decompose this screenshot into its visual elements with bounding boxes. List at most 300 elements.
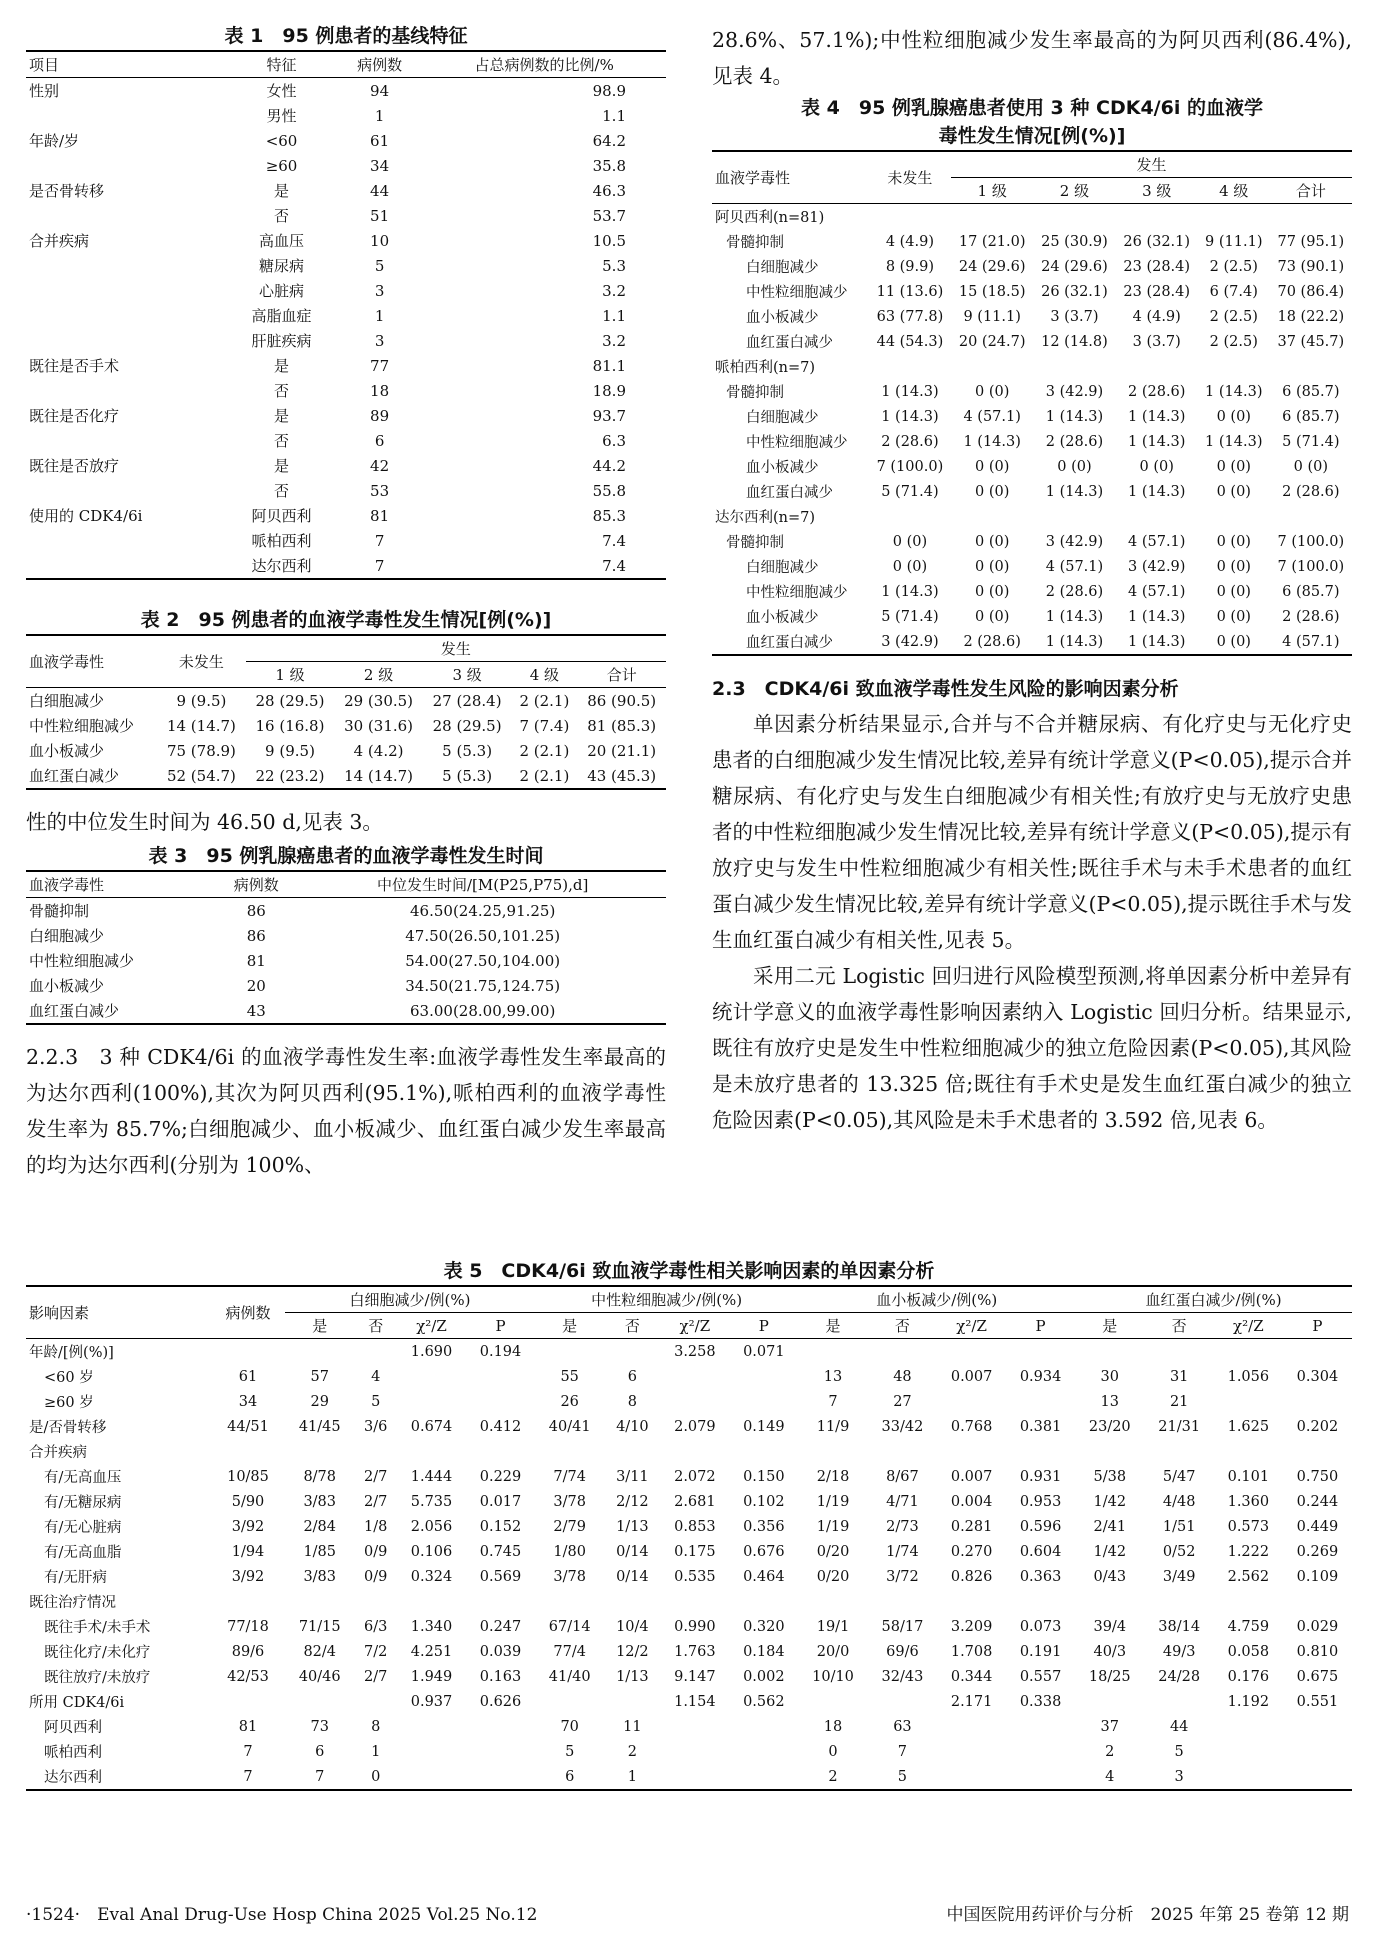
t1-cell: 64.2 — [592, 131, 626, 150]
t1-cell: 55.8 — [592, 481, 626, 500]
t5-sub-header: 是 — [1102, 1317, 1118, 1335]
t4-cell: 1 (14.3) — [1045, 633, 1104, 650]
t5-cell: 有/无心脏病 — [44, 1520, 122, 1536]
t1-cell: 女性 — [266, 82, 297, 100]
t5-cell: 10/85 — [227, 1468, 269, 1485]
t1-cell: 93.7 — [592, 406, 626, 425]
t5-cell: 70 — [560, 1718, 579, 1735]
t5-cell — [729, 1764, 798, 1790]
t1-cell: 44.2 — [592, 456, 626, 475]
t2-row — [26, 713, 666, 738]
t4-cell: 4 (4.9) — [885, 233, 935, 250]
t5-cell — [604, 1589, 660, 1614]
t1-row — [26, 103, 666, 128]
t5-cell — [1144, 1689, 1213, 1714]
t3-cell: 86 — [246, 901, 266, 920]
t5-group-header: 白细胞减少/例(%) — [285, 1286, 535, 1313]
t2-cell: 86 (90.5) — [587, 691, 657, 710]
t5-cell: 0.176 — [1227, 1668, 1270, 1685]
t4-row — [712, 254, 1352, 279]
t4-cell: 0 (0) — [1216, 558, 1251, 575]
t4-cell: 0 (0) — [1057, 458, 1092, 475]
t4-cell: 1 (14.3) — [1128, 408, 1186, 425]
t5-cell — [937, 1589, 1006, 1614]
t5-cell: 0.596 — [1019, 1518, 1062, 1535]
t5-cell: 4.759 — [1227, 1618, 1270, 1635]
t4-cell: 0 (0) — [1216, 608, 1251, 625]
t5-cell: 1/19 — [816, 1493, 850, 1510]
t5-cell: 0.573 — [1227, 1518, 1270, 1535]
t5-cell: 1 — [627, 1768, 637, 1785]
t1-cell — [26, 303, 226, 328]
t1-cell: 35.8 — [592, 156, 626, 175]
t5-cell — [466, 1764, 535, 1790]
table1 — [26, 50, 666, 580]
t5-cell — [1144, 1339, 1213, 1365]
t2-cell: 血红蛋白减少 — [29, 767, 120, 785]
t4-grade-header: 3 级 — [1142, 182, 1172, 200]
t1-cell: 34 — [370, 156, 390, 175]
t3-cell: 血小板减少 — [29, 977, 105, 995]
t5-cell — [1144, 1439, 1213, 1464]
t5-group-header: 血红蛋白减少/例(%) — [1075, 1286, 1352, 1313]
t1-cell: 3.2 — [602, 281, 626, 300]
section-2-3-para2: 采用二元 Logistic 回归进行风险模型预测,将单因素分析中差异有统计学意义的血液学毒性影响因素纳入 Logistic 回归分析。结果显示,既往有放疗史是发生中性粒细胞减少的独立危险因素(P<0.05),其风险是未放疗患者的 13.325 倍;既往有手术史是发生血红蛋白减少的独立危险因素(P<0.05),其风险是未手术患者的 3.592 倍,见表 6。 — [712, 964, 1352, 1132]
t5-cell: 0 — [828, 1743, 838, 1760]
t5-cell: 0.149 — [743, 1418, 785, 1435]
t5-cell: 0.810 — [1296, 1643, 1339, 1660]
t5-row — [26, 1464, 1352, 1489]
t4-cell: 77 (95.1) — [1277, 233, 1345, 250]
table4-caption-line2: 毒性发生情况[例(%)] — [938, 125, 1126, 147]
table4 — [712, 150, 1352, 656]
t5-cell: 2.072 — [674, 1468, 716, 1485]
t1-cell: 46.3 — [592, 181, 626, 200]
t4-cell: 1 (14.3) — [1128, 433, 1186, 450]
t5-cell: 48 — [893, 1368, 912, 1385]
t2-cell: 5 (5.3) — [442, 766, 493, 785]
t5-cell — [660, 1714, 729, 1739]
t5-cell — [1283, 1439, 1352, 1464]
t4-cell: 1 (14.3) — [1128, 608, 1186, 625]
t5-cell: 合并疾病 — [29, 1445, 87, 1461]
t5-cell: 既往治疗情况 — [29, 1595, 116, 1611]
t1-cell: 89 — [370, 406, 390, 425]
t4-cell: 1 (14.3) — [1045, 608, 1104, 625]
t5-cell — [397, 1439, 466, 1464]
t5-row — [26, 1389, 1352, 1414]
t5-cell — [868, 1589, 937, 1614]
t4-cell: 血红蛋白减少 — [746, 635, 833, 651]
t5-cell — [285, 1339, 354, 1365]
t1-cell: 10.5 — [592, 231, 626, 250]
t5-sub-header: χ²/Z — [416, 1316, 447, 1335]
t2-grade-header: 4 级 — [529, 666, 560, 684]
t1-row — [26, 153, 666, 178]
t4-group-name: 阿贝西利(n=81) — [715, 210, 825, 226]
t5-sub-header: 否 — [624, 1317, 640, 1335]
t1-cell: 7 — [374, 531, 385, 550]
t1-cell: 否 — [274, 382, 290, 400]
t5-cell: 30 — [1100, 1368, 1119, 1385]
t5-cell — [466, 1389, 535, 1414]
t2-cell: 81 (85.3) — [587, 716, 657, 735]
t4-cell: 11 (13.6) — [876, 283, 944, 300]
t5-cell: 达尔西利 — [44, 1770, 102, 1786]
t1-cell: 5.3 — [602, 256, 626, 275]
t5-cell: 0.464 — [743, 1568, 785, 1585]
t5-row — [26, 1439, 1352, 1464]
t5-cell — [285, 1589, 354, 1614]
t4-group-name: 达尔西利(n=7) — [715, 510, 816, 526]
t5-cell: 5/47 — [1162, 1468, 1196, 1485]
t5-cell: 0.535 — [674, 1568, 716, 1585]
table3 — [26, 870, 666, 1025]
t1-cell — [26, 428, 226, 453]
t1-cell: 是 — [274, 407, 290, 425]
t5-cell — [1283, 1764, 1352, 1790]
t5-cell: 1/51 — [1162, 1518, 1196, 1535]
t4-cell: 3 (42.9) — [1045, 383, 1104, 400]
text-mid-left: 性的中位发生时间为 46.50 d,见表 3。 — [26, 810, 383, 834]
t3-header: 血液学毒性 — [29, 876, 105, 894]
t5-cell: 2.171 — [950, 1693, 993, 1710]
t5-cell: 82/4 — [303, 1643, 336, 1660]
t5-cell: 42/53 — [227, 1668, 269, 1685]
t4-cell: 0 (0) — [892, 533, 928, 550]
t4-cell: 20 (24.7) — [958, 333, 1026, 350]
t4-cell: 0 (0) — [975, 608, 1010, 625]
t3-cell: 20 — [246, 976, 266, 995]
t5-cell: 34 — [238, 1393, 258, 1410]
t5-cell: 3/72 — [886, 1568, 919, 1585]
table2 — [26, 634, 666, 790]
t5-cell: 既往手术/未手术 — [44, 1620, 151, 1636]
t4-cell: 7 (100.0) — [1277, 533, 1345, 550]
table2-caption: 表 2 95 例患者的血液学毒性发生情况[例(%)] — [140, 609, 552, 631]
t5-cell: 4 — [371, 1368, 381, 1385]
t4-cell: 0 (0) — [1216, 633, 1251, 650]
t1-cell: 94 — [370, 81, 390, 100]
t5-cell: 0.320 — [743, 1618, 785, 1635]
t5-cell: 7/2 — [364, 1643, 388, 1660]
t5-cell: 4/10 — [616, 1418, 649, 1435]
t4-group-row — [712, 354, 1352, 379]
t5-sub-header: P — [1035, 1316, 1046, 1335]
t5-cell: 13 — [823, 1368, 843, 1385]
t1-cell: 53.7 — [592, 206, 626, 225]
t5-sub-header: 否 — [894, 1317, 910, 1335]
t4-cell: 37 (45.7) — [1277, 333, 1345, 350]
t1-row — [26, 378, 666, 403]
right-column — [712, 22, 1352, 1138]
t5-cell — [1006, 1389, 1075, 1414]
t5-cell — [1283, 1714, 1352, 1739]
t5-cell: ≥60 岁 — [44, 1395, 94, 1411]
t4-cell: 0 (0) — [975, 583, 1010, 600]
t2-cell: 4 (4.2) — [353, 741, 404, 760]
t1-cell: 7 — [374, 556, 385, 575]
t5-row — [26, 1714, 1352, 1739]
t5-sub-header: P — [495, 1316, 506, 1335]
t1-cell — [26, 328, 226, 353]
t1-row — [26, 478, 666, 503]
t4-cell: 0 (0) — [975, 458, 1010, 475]
t4-cell: 1 (14.3) — [881, 408, 939, 425]
t5-cell: 0.102 — [743, 1493, 785, 1510]
t4-cell: 23 (28.4) — [1123, 258, 1191, 275]
t1-row — [26, 278, 666, 303]
t5-cell: 0.007 — [950, 1468, 993, 1485]
t4-cell: 2 (2.5) — [1209, 258, 1258, 275]
t1-cell — [26, 553, 226, 579]
t5-cell: 0.953 — [1019, 1493, 1062, 1510]
t5-row — [26, 1589, 1352, 1614]
t1-row — [26, 328, 666, 353]
t1-row — [26, 453, 666, 478]
t4-cell: 中性粒细胞减少 — [746, 585, 848, 601]
t5-cell — [798, 1689, 867, 1714]
t5-cell: 0 — [371, 1768, 381, 1785]
t5-cell — [211, 1439, 285, 1464]
t5-cell — [1006, 1714, 1075, 1739]
t5-cell: 39/4 — [1093, 1618, 1127, 1635]
section-2-3-title: 2.3 CDK4/6i 致血液学毒性发生风险的影响因素分析 — [712, 678, 1179, 700]
t4-cell: 6 (7.4) — [1209, 283, 1258, 300]
t5-cell — [729, 1589, 798, 1614]
t4-row — [712, 604, 1352, 629]
t4-group-name: 哌柏西利(n=7) — [715, 360, 816, 376]
t1-cell: 高血压 — [259, 232, 305, 250]
t5-cell: 有/无高血压 — [44, 1470, 122, 1486]
t5-cell — [604, 1689, 660, 1714]
t1-row — [26, 303, 666, 328]
t4-cell: 2 (28.6) — [1128, 383, 1186, 400]
t1-row — [26, 178, 666, 203]
t5-sub-header: 否 — [368, 1317, 384, 1335]
t5-cell: 58/17 — [881, 1618, 924, 1635]
t5-cell: 7 — [243, 1768, 253, 1785]
t5-cell — [1075, 1589, 1144, 1614]
t1-cell: 5 — [374, 256, 385, 275]
t5-cell: 10/4 — [616, 1618, 649, 1635]
t1-cell — [26, 528, 226, 553]
t1-cell: 81.1 — [592, 356, 626, 375]
t5-cell — [211, 1339, 285, 1365]
t5-cell: 8 — [627, 1393, 637, 1410]
t5-cell — [604, 1439, 660, 1464]
t4-cell: 4 (4.9) — [1132, 308, 1181, 325]
t1-cell: 98.9 — [592, 81, 626, 100]
t5-cell: 2/84 — [303, 1518, 336, 1535]
t3-cell: 63.00(28.00,99.00) — [410, 1001, 556, 1020]
t5-cell: 2/12 — [616, 1493, 649, 1510]
t5-cell: 0.007 — [950, 1368, 993, 1385]
t5-cell — [660, 1739, 729, 1764]
t5-cell: 1/13 — [616, 1668, 649, 1685]
t1-cell — [26, 378, 226, 403]
t4-grade-header: 1 级 — [977, 182, 1007, 200]
t5-cell: 2/7 — [364, 1493, 388, 1510]
t5-row — [26, 1639, 1352, 1664]
t5-cell: 33/42 — [881, 1418, 924, 1435]
t5-cell — [354, 1689, 397, 1714]
table5 — [26, 1285, 1352, 1791]
t5-cell: 0.990 — [674, 1618, 716, 1635]
left-column — [26, 22, 666, 1183]
table5-caption: 表 5 CDK4/6i 致血液学毒性相关影响因素的单因素分析 — [443, 1260, 935, 1282]
t4-cell: 0 (0) — [1216, 408, 1251, 425]
t4-row — [712, 554, 1352, 579]
t3-cell: 骨髓抑制 — [29, 902, 90, 920]
t4-row — [712, 579, 1352, 604]
t5-cell: 3/6 — [364, 1418, 388, 1435]
t5-cell — [937, 1739, 1006, 1764]
t2-cell: 9 (9.5) — [176, 691, 227, 710]
t5-cell — [1006, 1589, 1075, 1614]
t5-cell: 1/8 — [364, 1518, 388, 1535]
t4-cell: 中性粒细胞减少 — [746, 285, 848, 301]
t5-cell: 0.934 — [1019, 1368, 1062, 1385]
t1-cell — [26, 103, 226, 128]
t5-cell: 有/无糖尿病 — [44, 1495, 122, 1511]
t2-cell: 43 (45.3) — [587, 766, 657, 785]
t5-cell: 0/9 — [364, 1568, 388, 1585]
t5-cell: 89/6 — [231, 1643, 265, 1660]
t5-cell: 0.745 — [479, 1543, 522, 1560]
t1-cell: 1.1 — [602, 106, 626, 125]
t5-cell: 2 — [828, 1768, 838, 1785]
t1-cell: 1 — [374, 306, 385, 325]
t5-cell: 0/43 — [1093, 1568, 1127, 1585]
t5-cell — [604, 1339, 660, 1365]
t5-cell: 1.360 — [1227, 1493, 1270, 1510]
t5-cell: 2/7 — [364, 1468, 388, 1485]
t5-cell — [1075, 1339, 1144, 1365]
t4-cell: 24 (29.6) — [1041, 258, 1108, 275]
t2-grade-header: 3 级 — [452, 666, 482, 684]
t5-cell: 63 — [893, 1718, 912, 1735]
t2-cell: 27 (28.4) — [432, 691, 502, 710]
t2-cell: 中性粒细胞减少 — [29, 717, 135, 735]
t5-row — [26, 1739, 1352, 1764]
t4-cell: 73 (90.1) — [1277, 258, 1345, 275]
t5-row — [26, 1689, 1352, 1714]
t5-sub-header: χ²/Z — [679, 1316, 711, 1335]
t5-cell — [798, 1589, 867, 1614]
t1-header: 占总病例数的比例/% — [474, 56, 614, 74]
t4-cell: 0 (0) — [975, 558, 1010, 575]
t5-cell: 0.937 — [410, 1693, 453, 1710]
t4-grade-header: 2 级 — [1059, 182, 1090, 200]
t5-row — [26, 1664, 1352, 1689]
t4-row — [712, 529, 1352, 554]
t5-cell: 0.039 — [479, 1643, 522, 1660]
t4-row — [712, 454, 1352, 479]
t4-cell: 中性粒细胞减少 — [746, 435, 848, 451]
t4-cell: 0 (0) — [1293, 458, 1329, 475]
t5-cell: 0/52 — [1162, 1543, 1196, 1560]
t1-cell: 否 — [274, 482, 290, 500]
t5-cell: 29 — [310, 1393, 329, 1410]
t3-cell: 81 — [246, 951, 266, 970]
t5-cell: 5 — [565, 1743, 575, 1760]
t4-cell: 6 (85.7) — [1282, 583, 1340, 600]
t4-cell: 0 (0) — [975, 483, 1010, 500]
t5-cell — [1214, 1589, 1283, 1614]
t5-cell: 6 — [315, 1743, 325, 1760]
t5-cell: 0.071 — [743, 1343, 785, 1360]
t5-cell — [1214, 1764, 1283, 1790]
t5-cell: 69/6 — [886, 1643, 919, 1660]
t5-cell: 13 — [1100, 1393, 1119, 1410]
t5-cell: 4/71 — [886, 1493, 919, 1510]
t5-cell: 20/0 — [816, 1643, 850, 1660]
t4-grade-header: 合计 — [1295, 182, 1326, 200]
t1-cell: 高脂血症 — [251, 307, 312, 325]
t5-cell — [1075, 1439, 1144, 1464]
t4-cell: 3 (3.7) — [1050, 308, 1099, 325]
t4-cell: 血小板减少 — [746, 610, 819, 626]
t5-cell: 1.340 — [410, 1618, 453, 1635]
t5-cell: 0.269 — [1296, 1543, 1339, 1560]
t5-cell: 44/51 — [227, 1418, 269, 1435]
t5-cell: 所用 CDK4/6i — [29, 1695, 125, 1711]
t4-cell: 4 (57.1) — [1282, 633, 1340, 650]
t5-cell — [729, 1439, 798, 1464]
t5-cell: 11/9 — [816, 1418, 850, 1435]
t4-row — [712, 329, 1352, 354]
t5-cell: 7 — [315, 1768, 325, 1785]
footer-right: 中国医院用药评价与分析 2025 年第 25 卷第 12 期 — [946, 1905, 1349, 1925]
t2-cell: 30 (31.6) — [344, 716, 414, 735]
t5-cell — [354, 1339, 397, 1365]
t5-cell: 27 — [893, 1393, 912, 1410]
t1-cell: 44 — [370, 181, 390, 200]
t3-header: 病例数 — [233, 876, 279, 894]
t4-cell: 0 (0) — [1216, 483, 1251, 500]
t5-cell — [535, 1439, 604, 1464]
t1-cell: 使用的 CDK4/6i — [29, 507, 143, 525]
t5-cell: 77/18 — [227, 1618, 269, 1635]
t5-cell: 1 — [371, 1743, 381, 1760]
t1-header: 病例数 — [357, 56, 403, 74]
t5-cell: 0.244 — [1296, 1493, 1339, 1510]
t1-cell: 是否骨转移 — [29, 182, 105, 200]
t5-cell: 0.101 — [1227, 1468, 1270, 1485]
t1-cell: 3 — [374, 281, 385, 300]
t5-cell — [354, 1589, 397, 1614]
t5-cell: 0.191 — [1019, 1643, 1062, 1660]
t4-cell: 8 (9.9) — [885, 258, 935, 275]
t4-cell: 骨髓抑制 — [726, 385, 784, 401]
t5-cell: 是/否骨转移 — [29, 1420, 107, 1436]
t5-cell: 1/42 — [1093, 1543, 1127, 1560]
t5-cell: 37 — [1100, 1718, 1119, 1735]
t4-cell: 0 (0) — [1139, 458, 1174, 475]
t1-cell — [26, 253, 226, 278]
t2-cell: 2 (2.1) — [519, 691, 570, 710]
t5-cell: 2 — [1105, 1743, 1115, 1760]
t4-cell: 1 (14.3) — [1205, 383, 1263, 400]
t5-cell: 2/18 — [816, 1468, 850, 1485]
t1-cell: 53 — [370, 481, 390, 500]
t2-grade-header: 1 级 — [275, 666, 305, 684]
t4-cell: 9 (11.1) — [1205, 233, 1263, 250]
t5-cell — [660, 1589, 729, 1614]
t1-cell: 否 — [274, 432, 290, 450]
t2-row — [26, 763, 666, 789]
